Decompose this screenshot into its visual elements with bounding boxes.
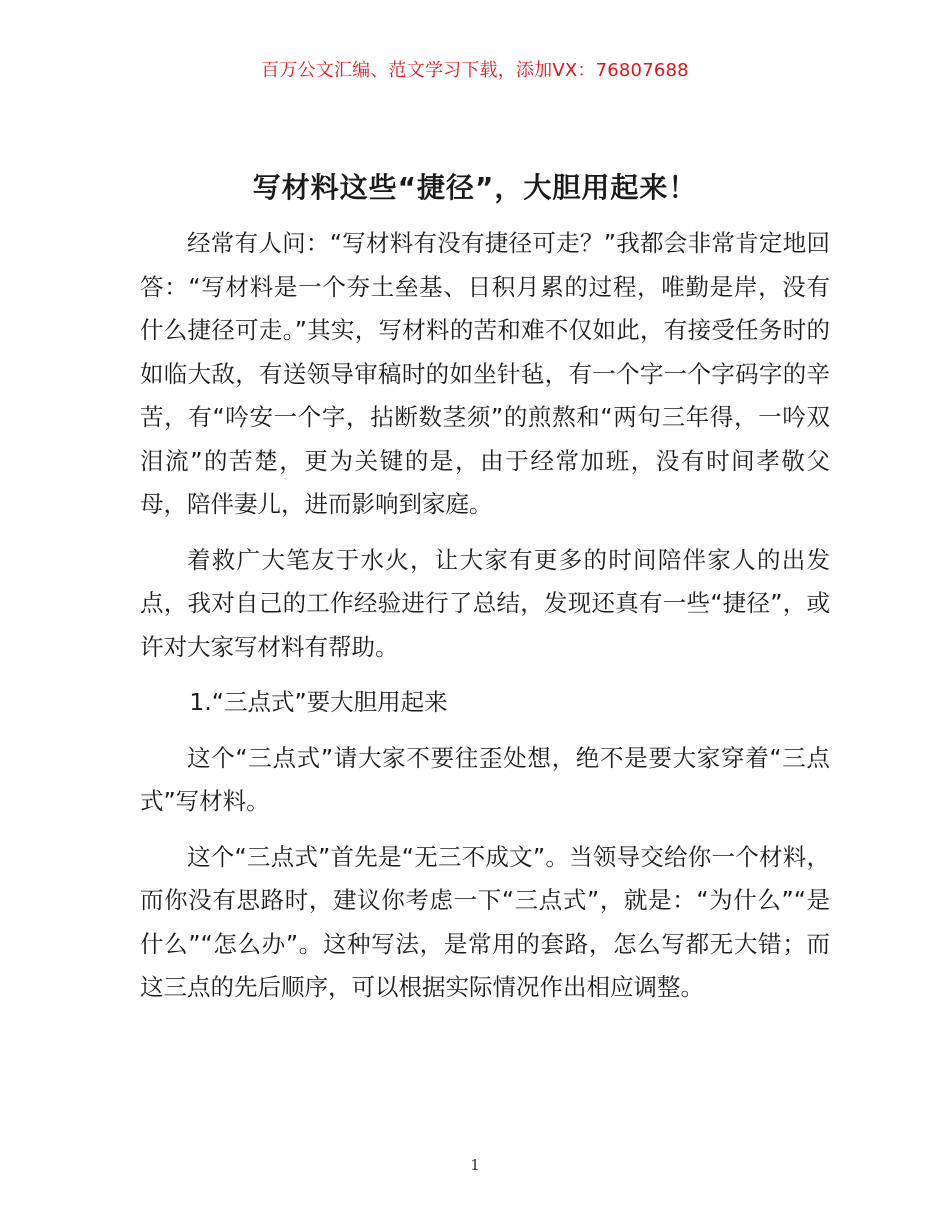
paragraph-intro: 经常有人问：“写材料有没有捷径可走？”我都会非常肯定地回答：“写材料是一个夯土垒基、日积月累的过程，唯勤是岸，没有什么捷径可走。”其实，写材料的苦和难不仅如此，有接受任务时的如临大敌，有送领导审稿时的如坐针毡，有一个字一个字码字的辛苦，有“吟安一个字，拈断数茎须”的煎熬和“两句三年得，一吟双泪流”的苦楚，更为关键的是，由于经常加班，没有时间孝敬父母，陪伴妻儿，进而影响到家庭。 [140, 229, 830, 518]
paragraph-section1-b: 这个“三点式”首先是“无三不成文”。当领导交给你一个材料，而你没有思路时，建议你考虑一下“三点式”，就是：“为什么”“是什么”“怎么办”。这种写法，是常用的套路，怎么写都无大错；而这三点的先后顺序，可以根据实际情况作出相应调整。 [140, 842, 830, 1001]
paragraph-purpose: 着救广大笔友于水火，让大家有更多的时间陪伴家人的出发点，我对自己的工作经验进行了总结，发现还真有一些“捷径”，或许对大家写材料有帮助。 [140, 545, 830, 661]
paragraph-section1-a: 这个“三点式”请大家不要往歪处想，绝不是要大家穿着“三点式”写材料。 [140, 743, 830, 815]
article-title: 写材料这些“捷径”，大胆用起来！ [252, 171, 698, 204]
page-number: 1 [470, 1156, 480, 1174]
article-body [140, 222, 830, 1022]
section-heading-1: 1.“三点式”要大胆用起来 [189, 688, 448, 716]
header-note: 百万公文汇编、范文学习下载，添加VX：76807688 [261, 60, 689, 81]
